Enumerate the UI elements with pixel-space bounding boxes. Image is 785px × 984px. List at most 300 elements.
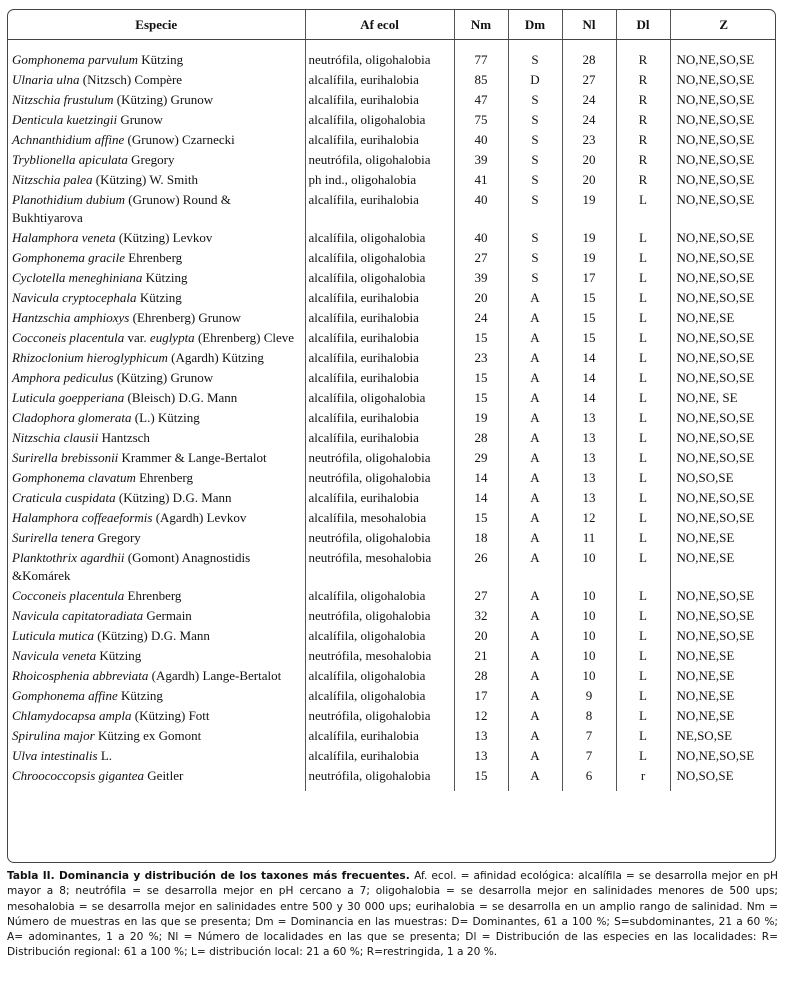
species-author: Kützing ex Gomont xyxy=(97,728,202,743)
af-ecol-cell: alcalífila, oligohalobia xyxy=(305,666,454,686)
species-name: Ulnaria ulna xyxy=(12,72,80,87)
dl-cell: R xyxy=(616,130,670,150)
species-cell xyxy=(8,228,305,248)
af-ecol-cell: alcalífila, eurihalobia xyxy=(305,308,454,328)
nm-cell: 29 xyxy=(454,448,508,468)
z-cell: NO,NE,SO,SE xyxy=(670,328,776,348)
dl-cell: L xyxy=(616,190,670,228)
z-cell: NO,NE,SO,SE xyxy=(670,190,776,228)
dm-cell: S xyxy=(508,50,562,70)
nl-cell: 19 xyxy=(562,228,616,248)
species-author: Kützing xyxy=(139,290,182,305)
nl-cell: 28 xyxy=(562,50,616,70)
af-ecol-cell: alcalífila, eurihalobia xyxy=(305,368,454,388)
nl-cell: 7 xyxy=(562,746,616,766)
species-name: Navicula cryptocephala xyxy=(12,290,137,305)
nm-cell: 14 xyxy=(454,468,508,488)
species-cell xyxy=(8,746,305,766)
nm-cell: 75 xyxy=(454,110,508,130)
species-author: (Kützing) D.G. Mann xyxy=(118,490,232,505)
dm-cell: A xyxy=(508,388,562,408)
dl-cell: R xyxy=(616,110,670,130)
species-cell xyxy=(8,488,305,508)
species-author: (Kützing) D.G. Mann xyxy=(97,628,210,643)
dm-cell: S xyxy=(508,150,562,170)
af-ecol-cell: ph ind., oligohalobia xyxy=(305,170,454,190)
z-cell: NE,SO,SE xyxy=(670,726,776,746)
af-ecol-cell: alcalífila, eurihalobia xyxy=(305,408,454,428)
af-ecol-cell: alcalífila, eurihalobia xyxy=(305,288,454,308)
nl-cell: 10 xyxy=(562,606,616,626)
af-ecol-cell: neutrófila, oligohalobia xyxy=(305,468,454,488)
table-row xyxy=(8,228,776,248)
nm-cell: 14 xyxy=(454,488,508,508)
table-row xyxy=(8,170,776,190)
table-row xyxy=(8,130,776,150)
af-ecol-cell: alcalífila, eurihalobia xyxy=(305,328,454,348)
species-rank: var. xyxy=(127,330,147,345)
species-author: Krammer & Lange-Bertalot xyxy=(121,450,267,465)
nm-cell: 24 xyxy=(454,308,508,328)
af-ecol-cell: neutrófila, mesohalobia xyxy=(305,548,454,586)
nl-cell: 14 xyxy=(562,348,616,368)
species-name: Planktothrix agardhii xyxy=(12,550,125,565)
table-row xyxy=(8,528,776,548)
dl-cell: R xyxy=(616,90,670,110)
nm-cell: 13 xyxy=(454,726,508,746)
species-author: (Gomont) Anagnostidis &Komárek xyxy=(12,550,251,583)
table-row xyxy=(8,646,776,666)
af-ecol-cell: alcalífila, oligohalobia xyxy=(305,586,454,606)
table-row xyxy=(8,190,776,228)
z-cell: NO,NE,SO,SE xyxy=(670,488,776,508)
species-name: Cladophora glomerata xyxy=(12,410,132,425)
species-author: (Grunow) Czarnecki xyxy=(127,132,235,147)
species-name: Cocconeis placentula xyxy=(12,588,125,603)
species-author: Kützing xyxy=(145,270,188,285)
z-cell: NO,NE,SO,SE xyxy=(670,626,776,646)
species-cell xyxy=(8,606,305,626)
dm-cell: A xyxy=(508,348,562,368)
header-z: Z xyxy=(670,10,776,40)
species-name: Luticula mutica xyxy=(12,628,94,643)
dm-cell: A xyxy=(508,488,562,508)
species-name: Rhizoclonium hieroglyphicum xyxy=(12,350,168,365)
species-name: Nitzschia palea xyxy=(12,172,93,187)
nm-cell: 40 xyxy=(454,228,508,248)
species-cell xyxy=(8,110,305,130)
nm-cell: 13 xyxy=(454,746,508,766)
nm-cell: 32 xyxy=(454,606,508,626)
table-row xyxy=(8,90,776,110)
dm-cell: A xyxy=(508,606,562,626)
z-cell: NO,SO,SE xyxy=(670,468,776,488)
dl-cell: R xyxy=(616,70,670,90)
nm-cell: 15 xyxy=(454,508,508,528)
z-cell: NO,NE,SO,SE xyxy=(670,606,776,626)
header-dl: Dl xyxy=(616,10,670,40)
caption-text: Af. ecol. = afinidad ecológica: alcalífila = se desarrolla mejor en pH mayor a 8; neutrófila = se desarrolla mejor en pH cercano a 7; oligohalobia = se desarrolla mejor en salinidades menores de 500 ups; mesohalobia = se desarrolla mejor en salinidades entre 500 y 30 000 ups; eurihalobia = se desarrolla en un amplio rango de salinidad. Nm = Número de muestras en las que se presenta; Dm = Dominancia en las muestras: D= Dominantes, 61 a 100 %; S=subdominantes, 21 a 60 %; A= adominantes, 1 a 20 %; Nl = Número de localidades en las que se presenta; Dl = Distribución de las especies en las localidades: R= Distribución regional: 61 a 100 %; L= distribución local: 21 a 60 %; R=restringida, 1 a 20 %. xyxy=(7,870,779,959)
af-ecol-cell: alcalífila, eurihalobia xyxy=(305,746,454,766)
species-cell xyxy=(8,368,305,388)
z-cell: NO,NE,SE xyxy=(670,548,776,586)
dm-cell: A xyxy=(508,328,562,348)
z-cell: NO,NE,SO,SE xyxy=(670,150,776,170)
dl-cell: L xyxy=(616,586,670,606)
dm-cell: S xyxy=(508,190,562,228)
species-author: (Nitzsch) Compère xyxy=(82,72,183,87)
species-author: (Grunow) Round & Bukhtiyarova xyxy=(12,192,231,225)
species-cell xyxy=(8,626,305,646)
nm-cell: 12 xyxy=(454,706,508,726)
dl-cell: L xyxy=(616,746,670,766)
dm-cell: A xyxy=(508,428,562,448)
af-ecol-cell: neutrófila, oligohalobia xyxy=(305,706,454,726)
table-caption xyxy=(7,869,778,961)
af-ecol-cell: alcalífila, eurihalobia xyxy=(305,90,454,110)
nm-cell: 19 xyxy=(454,408,508,428)
z-cell: NO,NE,SO,SE xyxy=(670,408,776,428)
dm-cell: A xyxy=(508,508,562,528)
nm-cell: 39 xyxy=(454,268,508,288)
species-name: Halamphora veneta xyxy=(12,230,116,245)
af-ecol-cell: alcalífila, eurihalobia xyxy=(305,348,454,368)
species-name: Gomphonema gracile xyxy=(12,250,126,265)
species-cell xyxy=(8,706,305,726)
dl-cell: L xyxy=(616,468,670,488)
table-row xyxy=(8,268,776,288)
species-name: Craticula cuspidata xyxy=(12,490,116,505)
z-cell: NO,NE,SO,SE xyxy=(670,130,776,150)
species-author: Ehrenberg xyxy=(127,588,182,603)
af-ecol-cell: neutrófila, oligohalobia xyxy=(305,150,454,170)
header-nl: Nl xyxy=(562,10,616,40)
species-cell xyxy=(8,548,305,586)
species-table xyxy=(8,10,776,791)
species-cell xyxy=(8,248,305,268)
species-name: Nitzschia clausii xyxy=(12,430,99,445)
nl-cell: 6 xyxy=(562,766,616,791)
species-author: (Kützing) Levkov xyxy=(118,230,213,245)
species-name: Cyclotella meneghiniana xyxy=(12,270,143,285)
species-name: Chlamydocapsa ampla xyxy=(12,708,132,723)
species-author: (Agardh) Levkov xyxy=(155,510,247,525)
z-cell: NO,NE,SO,SE xyxy=(670,368,776,388)
species-name: Surirella tenera xyxy=(12,530,95,545)
z-cell: NO,NE,SO,SE xyxy=(670,746,776,766)
dl-cell: L xyxy=(616,508,670,528)
species-variety: euglypta xyxy=(149,330,195,345)
table-row xyxy=(8,368,776,388)
nm-cell: 20 xyxy=(454,288,508,308)
species-author: (Kützing) W. Smith xyxy=(95,172,198,187)
nm-cell: 15 xyxy=(454,388,508,408)
species-author: Gregory xyxy=(97,530,141,545)
species-cell xyxy=(8,130,305,150)
table-row xyxy=(8,586,776,606)
species-name: Cocconeis placentula xyxy=(12,330,125,345)
table-row xyxy=(8,248,776,268)
dm-cell: A xyxy=(508,646,562,666)
species-name: Hantzschia amphioxys xyxy=(12,310,130,325)
z-cell: NO,NE,SO,SE xyxy=(670,248,776,268)
species-author: Kützing xyxy=(121,688,163,703)
nl-cell: 13 xyxy=(562,448,616,468)
table-row xyxy=(8,448,776,468)
species-author: Grunow xyxy=(120,112,163,127)
nl-cell: 24 xyxy=(562,110,616,130)
dm-cell: D xyxy=(508,70,562,90)
af-ecol-cell: alcalífila, eurihalobia xyxy=(305,488,454,508)
table-row xyxy=(8,726,776,746)
table-row xyxy=(8,606,776,626)
nl-cell: 13 xyxy=(562,428,616,448)
table-row xyxy=(8,288,776,308)
species-cell xyxy=(8,646,305,666)
species-cell xyxy=(8,70,305,90)
z-cell: NO,NE,SO,SE xyxy=(670,288,776,308)
z-cell: NO,NE,SE xyxy=(670,706,776,726)
table-row xyxy=(8,666,776,686)
table-row xyxy=(8,468,776,488)
species-name: Tryblionella apiculata xyxy=(12,152,128,167)
af-ecol-cell: neutrófila, oligohalobia xyxy=(305,528,454,548)
dl-cell: L xyxy=(616,626,670,646)
z-cell: NO,NE,SE xyxy=(670,646,776,666)
dm-cell: A xyxy=(508,746,562,766)
af-ecol-cell: neutrófila, oligohalobia xyxy=(305,606,454,626)
species-author: L. xyxy=(100,748,113,763)
dl-cell: L xyxy=(616,328,670,348)
nl-cell: 8 xyxy=(562,706,616,726)
dl-cell: L xyxy=(616,706,670,726)
nl-cell: 15 xyxy=(562,308,616,328)
species-name: Denticula kuetzingii xyxy=(12,112,118,127)
table-row xyxy=(8,488,776,508)
species-author: Germain xyxy=(146,608,192,623)
species-cell xyxy=(8,448,305,468)
species-author: Geitler xyxy=(147,768,184,783)
dm-cell: A xyxy=(508,666,562,686)
species-name: Gomphonema parvulum xyxy=(12,52,139,67)
af-ecol-cell: alcalífila, eurihalobia xyxy=(305,70,454,90)
table-row xyxy=(8,428,776,448)
species-cell xyxy=(8,468,305,488)
nm-cell: 23 xyxy=(454,348,508,368)
table-row xyxy=(8,746,776,766)
species-cell xyxy=(8,508,305,528)
header-dm: Dm xyxy=(508,10,562,40)
table-row xyxy=(8,766,776,791)
species-cell xyxy=(8,388,305,408)
dm-cell: S xyxy=(508,90,562,110)
species-name: Luticula goepperiana xyxy=(12,390,125,405)
species-author: (Agardh) Kützing xyxy=(171,350,264,365)
nl-cell: 20 xyxy=(562,150,616,170)
table-row xyxy=(8,328,776,348)
nl-cell: 12 xyxy=(562,508,616,528)
nm-cell: 20 xyxy=(454,626,508,646)
nm-cell: 28 xyxy=(454,666,508,686)
table-row xyxy=(8,308,776,328)
species-name: Amphora pediculus xyxy=(12,370,114,385)
table-row xyxy=(8,626,776,646)
af-ecol-cell: alcalífila, oligohalobia xyxy=(305,248,454,268)
species-cell xyxy=(8,268,305,288)
af-ecol-cell: neutrófila, oligohalobia xyxy=(305,766,454,791)
dm-cell: A xyxy=(508,548,562,586)
dm-cell: A xyxy=(508,368,562,388)
species-name: Gomphonema affine xyxy=(12,688,118,703)
species-cell xyxy=(8,408,305,428)
af-ecol-cell: alcalífila, oligohalobia xyxy=(305,110,454,130)
dl-cell: L xyxy=(616,248,670,268)
dl-cell: R xyxy=(616,50,670,70)
nm-cell: 15 xyxy=(454,368,508,388)
af-ecol-cell: neutrófila, oligohalobia xyxy=(305,50,454,70)
species-cell xyxy=(8,428,305,448)
species-author: (Bleisch) D.G. Mann xyxy=(127,390,238,405)
z-cell: NO,NE,SE xyxy=(670,686,776,706)
dl-cell: L xyxy=(616,228,670,248)
dm-cell: A xyxy=(508,726,562,746)
nl-cell: 14 xyxy=(562,368,616,388)
z-cell: NO,NE,SO,SE xyxy=(670,110,776,130)
nm-cell: 40 xyxy=(454,190,508,228)
header-especie: Especie xyxy=(8,10,305,40)
dl-cell: L xyxy=(616,606,670,626)
table-row xyxy=(8,706,776,726)
dl-cell: L xyxy=(616,308,670,328)
species-cell xyxy=(8,666,305,686)
table-row xyxy=(8,110,776,130)
species-name: Achnanthidium affine xyxy=(12,132,125,147)
dm-cell: A xyxy=(508,626,562,646)
nl-cell: 15 xyxy=(562,288,616,308)
species-name: Nitzschia frustulum xyxy=(12,92,114,107)
dl-cell: L xyxy=(616,666,670,686)
dl-cell: L xyxy=(616,368,670,388)
dm-cell: A xyxy=(508,766,562,791)
dm-cell: A xyxy=(508,586,562,606)
nm-cell: 41 xyxy=(454,170,508,190)
species-author: (Ehrenberg) Grunow xyxy=(132,310,242,325)
z-cell: NO,NE,SO,SE xyxy=(670,348,776,368)
species-author: (Ehrenberg) Cleve xyxy=(197,330,295,345)
dl-cell: L xyxy=(616,348,670,368)
table-row xyxy=(8,150,776,170)
nl-cell: 20 xyxy=(562,170,616,190)
nl-cell: 10 xyxy=(562,626,616,646)
dl-cell: L xyxy=(616,448,670,468)
table-row xyxy=(8,686,776,706)
nl-cell: 10 xyxy=(562,548,616,586)
z-cell: NO,NE,SO,SE xyxy=(670,90,776,110)
species-cell xyxy=(8,586,305,606)
species-cell xyxy=(8,170,305,190)
dm-cell: S xyxy=(508,170,562,190)
dm-cell: A xyxy=(508,288,562,308)
dm-cell: A xyxy=(508,308,562,328)
z-cell: NO,NE,SO,SE xyxy=(670,70,776,90)
species-author: (Kützing) Grunow xyxy=(116,92,214,107)
af-ecol-cell: neutrófila, oligohalobia xyxy=(305,448,454,468)
species-author: Kützing xyxy=(141,52,184,67)
species-name: Rhoicosphenia abbreviata xyxy=(12,668,149,683)
dl-cell: r xyxy=(616,766,670,791)
species-cell xyxy=(8,288,305,308)
af-ecol-cell: alcalífila, oligohalobia xyxy=(305,686,454,706)
nl-cell: 9 xyxy=(562,686,616,706)
z-cell: NO,NE,SO,SE xyxy=(670,428,776,448)
species-cell xyxy=(8,328,305,348)
species-author: (Kützing) Grunow xyxy=(116,370,214,385)
species-author: Ehrenberg xyxy=(139,470,193,485)
species-cell xyxy=(8,308,305,328)
nm-cell: 17 xyxy=(454,686,508,706)
table-row xyxy=(8,508,776,528)
caption-label: Tabla II. Dominancia y distribución de los taxones más frecuentes. xyxy=(7,870,410,882)
table-row xyxy=(8,408,776,428)
species-name: Navicula veneta xyxy=(12,648,97,663)
species-cell xyxy=(8,190,305,228)
af-ecol-cell: alcalífila, oligohalobia xyxy=(305,268,454,288)
af-ecol-cell: alcalífila, eurihalobia xyxy=(305,428,454,448)
species-name: Halamphora coffeaeformis xyxy=(12,510,153,525)
nl-cell: 13 xyxy=(562,468,616,488)
header-nm: Nm xyxy=(454,10,508,40)
table-row xyxy=(8,70,776,90)
af-ecol-cell: alcalífila, oligohalobia xyxy=(305,228,454,248)
species-author: (Agardh) Lange-Bertalot xyxy=(151,668,282,683)
dl-cell: L xyxy=(616,428,670,448)
nl-cell: 19 xyxy=(562,248,616,268)
species-cell xyxy=(8,150,305,170)
table-row xyxy=(8,348,776,368)
dl-cell: L xyxy=(616,528,670,548)
nm-cell: 18 xyxy=(454,528,508,548)
af-ecol-cell: alcalífila, oligohalobia xyxy=(305,388,454,408)
species-cell xyxy=(8,766,305,791)
dm-cell: A xyxy=(508,408,562,428)
nl-cell: 17 xyxy=(562,268,616,288)
nm-cell: 40 xyxy=(454,130,508,150)
dm-cell: S xyxy=(508,248,562,268)
species-name: Planothidium dubium xyxy=(12,192,126,207)
af-ecol-cell: alcalífila, mesohalobia xyxy=(305,508,454,528)
species-cell xyxy=(8,90,305,110)
dm-cell: S xyxy=(508,268,562,288)
nl-cell: 11 xyxy=(562,528,616,548)
nl-cell: 13 xyxy=(562,408,616,428)
species-author: (L.) Kützing xyxy=(134,410,200,425)
nl-cell: 27 xyxy=(562,70,616,90)
dl-cell: L xyxy=(616,268,670,288)
dl-cell: R xyxy=(616,150,670,170)
species-author: (Kützing) Fott xyxy=(134,708,210,723)
species-name: Navicula capitatoradiata xyxy=(12,608,144,623)
species-cell xyxy=(8,726,305,746)
dm-cell: A xyxy=(508,686,562,706)
dm-cell: S xyxy=(508,228,562,248)
nm-cell: 28 xyxy=(454,428,508,448)
z-cell: NO,NE,SE xyxy=(670,666,776,686)
dm-cell: A xyxy=(508,468,562,488)
af-ecol-cell: alcalífila, oligohalobia xyxy=(305,626,454,646)
table-row xyxy=(8,388,776,408)
dl-cell: L xyxy=(616,408,670,428)
z-cell: NO,NE, SE xyxy=(670,388,776,408)
